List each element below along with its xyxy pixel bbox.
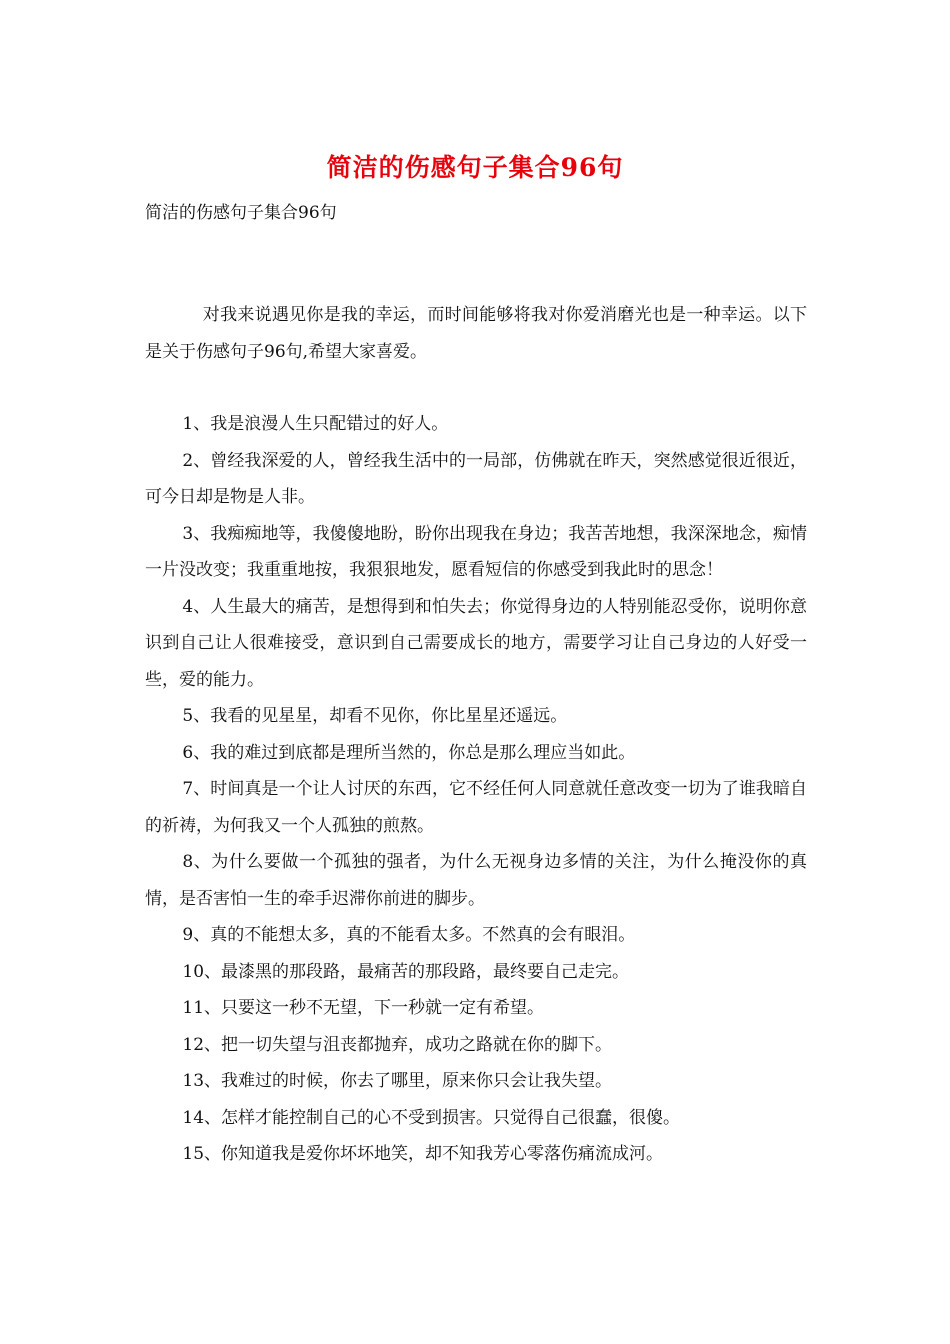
list-item: 2、曾经我深爱的人，曾经我生活中的一局部，仿佛就在昨天，突然感觉很近很近，可今日却是物是人非。 <box>145 450 807 507</box>
list-item: 6、我的难过到底都是理所当然的，你总是那么理应当如此。 <box>182 742 636 763</box>
list-item: 12、把一切失望与沮丧都抛弃，成功之路就在你的脚下。 <box>182 1034 613 1055</box>
list-item: 15、你知道我是爱你坏坏地笑，却不知我芳心零落伤痛流成河。 <box>182 1144 664 1164</box>
list-item: 10、最漆黑的那段路，最痛苦的那段路，最终要自己走完。 <box>182 961 630 982</box>
document-subtitle: 简洁的伤感句子集合96句 <box>145 203 337 223</box>
document-body <box>145 297 807 1173</box>
document-title: 简洁的伤感句子集合96句 <box>326 153 624 182</box>
list-item: 13、我难过的时候，你去了哪里，原来你只会让我失望。 <box>182 1071 613 1091</box>
intro-paragraph: 对我来说遇见你是我的幸运，而时间能够将我对你爱消磨光也是一种幸运。以下是关于伤感句子96句,希望大家喜爱。 <box>145 305 807 362</box>
list-item: 3、我痴痴地等，我傻傻地盼，盼你出现我在身边；我苦苦地想，我深深地念，痴情一片没改变；我重重地按，我狠狠地发，愿看短信的你感受到我此时的思念！ <box>145 523 807 580</box>
list-item: 5、我看的见星星，却看不见你，你比星星还遥远。 <box>182 706 568 726</box>
list-item: 14、怎样才能控制自己的心不受到损害。只觉得自己很蠢，很傻。 <box>182 1107 681 1128</box>
list-item: 11、只要这一秒不无望，下一秒就一定有希望。 <box>182 998 545 1018</box>
list-item: 7、时间真是一个让人讨厌的东西，它不经任何人同意就任意改变一切为了谁我暗自的祈祷，为何我又一个人孤独的煎熬。 <box>145 779 807 836</box>
list-item: 8、为什么要做一个孤独的强者，为什么无视身边多情的关注，为什么掩没你的真情，是否害怕一生的牵手迟滞你前进的脚步。 <box>145 852 807 909</box>
list-item: 4、人生最大的痛苦，是想得到和怕失去；你觉得身边的人特别能忍受你，说明你意识到自己让人很难接受，意识到自己需要成长的地方，需要学习让自己身边的人好受一些，爱的能力。 <box>145 596 807 690</box>
list-item: 9、真的不能想太多，真的不能看太多。不然真的会有眼泪。 <box>182 925 636 945</box>
list-item: 1、我是浪漫人生只配错过的好人。 <box>182 414 449 434</box>
